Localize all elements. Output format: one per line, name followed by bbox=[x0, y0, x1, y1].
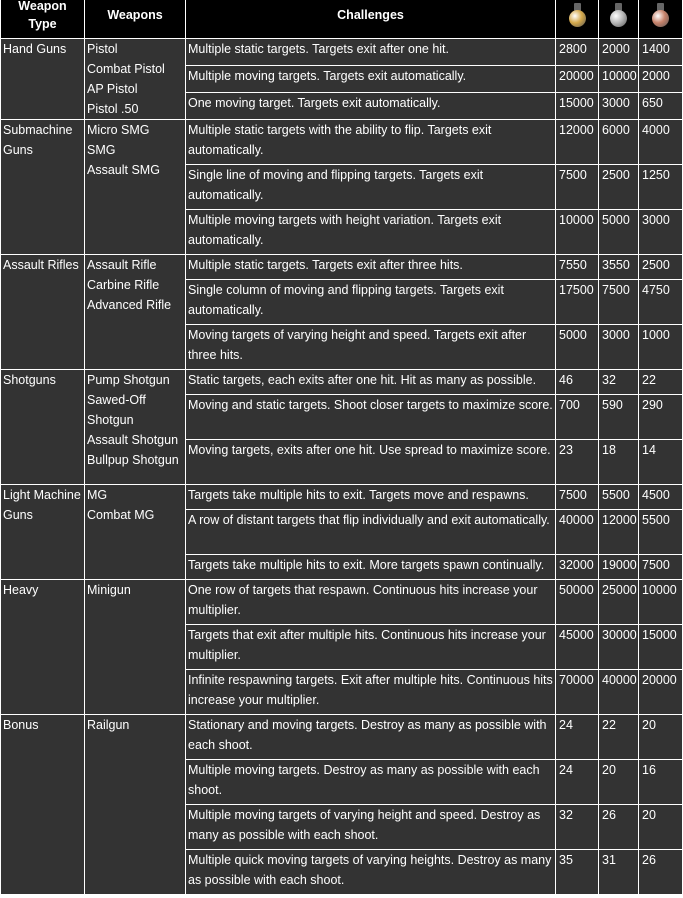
silver-score: 19000 bbox=[599, 555, 638, 579]
bronze-score: 10000 bbox=[639, 580, 682, 624]
challenge-description: Infinite respawning targets. Exit after multiple hits. Continuous hits increase your multiplier. bbox=[186, 670, 555, 714]
silver-score: 2000 bbox=[599, 39, 638, 65]
gold-score: 32 bbox=[556, 805, 598, 849]
weapon-name: Micro SMG bbox=[87, 123, 150, 137]
gold-score: 700 bbox=[556, 395, 598, 439]
challenge-description: Multiple moving targets of varying height and speed. Destroy as many as possible with each shoot. bbox=[186, 805, 555, 849]
gold-score: 2800 bbox=[556, 39, 598, 65]
gold-score: 70000 bbox=[556, 670, 598, 714]
bronze-score: 1000 bbox=[639, 325, 682, 369]
bronze-score: 20 bbox=[639, 715, 682, 759]
gold-score: 35 bbox=[556, 850, 598, 894]
challenge-description: Moving targets of varying height and speed. Targets exit after three hits. bbox=[186, 325, 555, 369]
weapon-name: Carbine Rifle bbox=[87, 278, 160, 292]
gold-score: 10000 bbox=[556, 210, 598, 254]
gold-score: 32000 bbox=[556, 555, 598, 579]
weapon-name: Combat Pistol bbox=[87, 62, 165, 76]
bronze-score: 3000 bbox=[639, 210, 682, 254]
table-row bbox=[1, 580, 682, 624]
bronze-score: 20000 bbox=[639, 670, 682, 714]
bronze-medal-header bbox=[639, 0, 682, 38]
challenge-description: Multiple moving targets. Targets exit automatically. bbox=[186, 66, 555, 92]
weapon-name: Minigun bbox=[87, 583, 131, 597]
weapon-type-cell: Assault Rifles bbox=[1, 255, 84, 369]
weapons-cell bbox=[85, 120, 185, 254]
gold-score: 23 bbox=[556, 440, 598, 484]
gold-score: 45000 bbox=[556, 625, 598, 669]
gold-medal-icon bbox=[569, 3, 586, 27]
weapon-name: AP Pistol bbox=[87, 82, 138, 96]
challenge-description: A row of distant targets that flip individually and exit automatically. bbox=[186, 510, 555, 554]
weapons-cell bbox=[85, 580, 185, 714]
gold-score: 5000 bbox=[556, 325, 598, 369]
bronze-score: 20 bbox=[639, 805, 682, 849]
weapon-name: Assault Shotgun bbox=[87, 433, 179, 447]
silver-score: 32 bbox=[599, 370, 638, 394]
challenge-description: Multiple moving targets with height variation. Targets exit automatically. bbox=[186, 210, 555, 254]
challenge-description: Targets take multiple hits to exit. More targets spawn continually. bbox=[186, 555, 555, 579]
silver-score: 3000 bbox=[599, 93, 638, 119]
table-row bbox=[1, 715, 682, 759]
weapons-header: Weapons bbox=[85, 0, 185, 38]
weapon-name: Pistol .50 bbox=[87, 102, 139, 116]
weapons-cell bbox=[85, 255, 185, 369]
weapon-name: Railgun bbox=[87, 718, 130, 732]
table-row bbox=[1, 255, 682, 279]
table-row bbox=[1, 370, 682, 394]
silver-score: 3000 bbox=[599, 325, 638, 369]
weapon-name: Assault SMG bbox=[87, 163, 160, 177]
bronze-score: 2000 bbox=[639, 66, 682, 92]
gold-score: 24 bbox=[556, 715, 598, 759]
silver-score: 40000 bbox=[599, 670, 638, 714]
weapon-type-cell: Shotguns bbox=[1, 370, 84, 484]
weapon-name: SMG bbox=[87, 143, 116, 157]
weapons-cell bbox=[85, 485, 185, 579]
silver-medal-icon bbox=[610, 3, 627, 27]
challenge-description: Multiple static targets. Targets exit after three hits. bbox=[186, 255, 555, 279]
bronze-medal-icon bbox=[652, 3, 669, 27]
silver-score: 22 bbox=[599, 715, 638, 759]
gold-score: 24 bbox=[556, 760, 598, 804]
gold-score: 7550 bbox=[556, 255, 598, 279]
silver-score: 31 bbox=[599, 850, 638, 894]
bronze-score: 26 bbox=[639, 850, 682, 894]
bronze-score: 14 bbox=[639, 440, 682, 484]
weapon-type-cell: Hand Guns bbox=[1, 39, 84, 119]
weapon-type-cell: Heavy bbox=[1, 580, 84, 714]
weapons-cell bbox=[85, 715, 185, 894]
silver-score: 12000 bbox=[599, 510, 638, 554]
challenge-description: One row of targets that respawn. Continuous hits increase your multiplier. bbox=[186, 580, 555, 624]
weapon-name: Advanced Rifle bbox=[87, 298, 172, 312]
challenge-description: Multiple moving targets. Destroy as many as possible with each shoot. bbox=[186, 760, 555, 804]
challenge-description: One moving target. Targets exit automatically. bbox=[186, 93, 555, 119]
weapon-name: Pistol bbox=[87, 42, 118, 56]
bronze-score: 4000 bbox=[639, 120, 682, 164]
silver-score: 30000 bbox=[599, 625, 638, 669]
weapon-name: Sawed-Off Shotgun bbox=[87, 393, 146, 427]
weapon-type-header: Weapon Type bbox=[1, 0, 84, 38]
silver-score: 590 bbox=[599, 395, 638, 439]
weapon-type-cell: Light Machine Guns bbox=[1, 485, 84, 579]
bronze-score: 4500 bbox=[639, 485, 682, 509]
bronze-score: 1250 bbox=[639, 165, 682, 209]
challenge-description: Moving and static targets. Shoot closer targets to maximize score. bbox=[186, 395, 555, 439]
gold-score: 12000 bbox=[556, 120, 598, 164]
table-row bbox=[1, 39, 682, 65]
bronze-score: 1400 bbox=[639, 39, 682, 65]
weapon-name: Combat MG bbox=[87, 508, 155, 522]
table-row bbox=[1, 485, 682, 509]
bronze-score: 5500 bbox=[639, 510, 682, 554]
gold-score: 40000 bbox=[556, 510, 598, 554]
weapon-type-cell: Bonus bbox=[1, 715, 84, 894]
weapon-name: Pump Shotgun bbox=[87, 373, 170, 387]
weapons-cell bbox=[85, 370, 185, 484]
silver-score: 20 bbox=[599, 760, 638, 804]
weapon-name: MG bbox=[87, 488, 108, 502]
silver-score: 3550 bbox=[599, 255, 638, 279]
gold-score: 17500 bbox=[556, 280, 598, 324]
table-row bbox=[1, 120, 682, 164]
challenge-description: Multiple quick moving targets of varying heights. Destroy as many as possible with each shoot. bbox=[186, 850, 555, 894]
silver-score: 2500 bbox=[599, 165, 638, 209]
challenge-description: Multiple static targets with the ability to flip. Targets exit automatically. bbox=[186, 120, 555, 164]
gold-score: 7500 bbox=[556, 165, 598, 209]
header-row bbox=[1, 0, 682, 38]
challenge-description: Single column of moving and flipping targets. Targets exit automatically. bbox=[186, 280, 555, 324]
challenge-description: Targets take multiple hits to exit. Targets move and respawns. bbox=[186, 485, 555, 509]
weapons-cell bbox=[85, 39, 185, 119]
silver-score: 10000 bbox=[599, 66, 638, 92]
silver-score: 5500 bbox=[599, 485, 638, 509]
challenge-description: Targets that exit after multiple hits. Continuous hits increase your multiplier. bbox=[186, 625, 555, 669]
silver-score: 7500 bbox=[599, 280, 638, 324]
gold-score: 50000 bbox=[556, 580, 598, 624]
challenge-description: Static targets, each exits after one hit. Hit as many as possible. bbox=[186, 370, 555, 394]
bronze-score: 290 bbox=[639, 395, 682, 439]
gold-score: 15000 bbox=[556, 93, 598, 119]
bronze-score: 4750 bbox=[639, 280, 682, 324]
silver-score: 6000 bbox=[599, 120, 638, 164]
silver-score: 5000 bbox=[599, 210, 638, 254]
silver-medal-header bbox=[599, 0, 638, 38]
bronze-score: 650 bbox=[639, 93, 682, 119]
weapon-name: Assault Rifle bbox=[87, 258, 157, 272]
gold-medal-header bbox=[556, 0, 598, 38]
weapon-name: Bullpup Shotgun bbox=[87, 453, 179, 467]
silver-score: 18 bbox=[599, 440, 638, 484]
challenges-header: Challenges bbox=[186, 0, 555, 38]
challenge-description: Moving targets, exits after one hit. Use spread to maximize score. bbox=[186, 440, 555, 484]
bronze-score: 2500 bbox=[639, 255, 682, 279]
bronze-score: 7500 bbox=[639, 555, 682, 579]
bronze-score: 15000 bbox=[639, 625, 682, 669]
challenge-description: Stationary and moving targets. Destroy as many as possible with each shoot. bbox=[186, 715, 555, 759]
challenge-description: Multiple static targets. Targets exit after one hit. bbox=[186, 39, 555, 65]
gold-score: 46 bbox=[556, 370, 598, 394]
silver-score: 26 bbox=[599, 805, 638, 849]
gold-score: 20000 bbox=[556, 66, 598, 92]
challenge-description: Single line of moving and flipping targets. Targets exit automatically. bbox=[186, 165, 555, 209]
weapon-type-cell: Submachine Guns bbox=[1, 120, 84, 254]
gold-score: 7500 bbox=[556, 485, 598, 509]
bronze-score: 22 bbox=[639, 370, 682, 394]
bronze-score: 16 bbox=[639, 760, 682, 804]
silver-score: 25000 bbox=[599, 580, 638, 624]
